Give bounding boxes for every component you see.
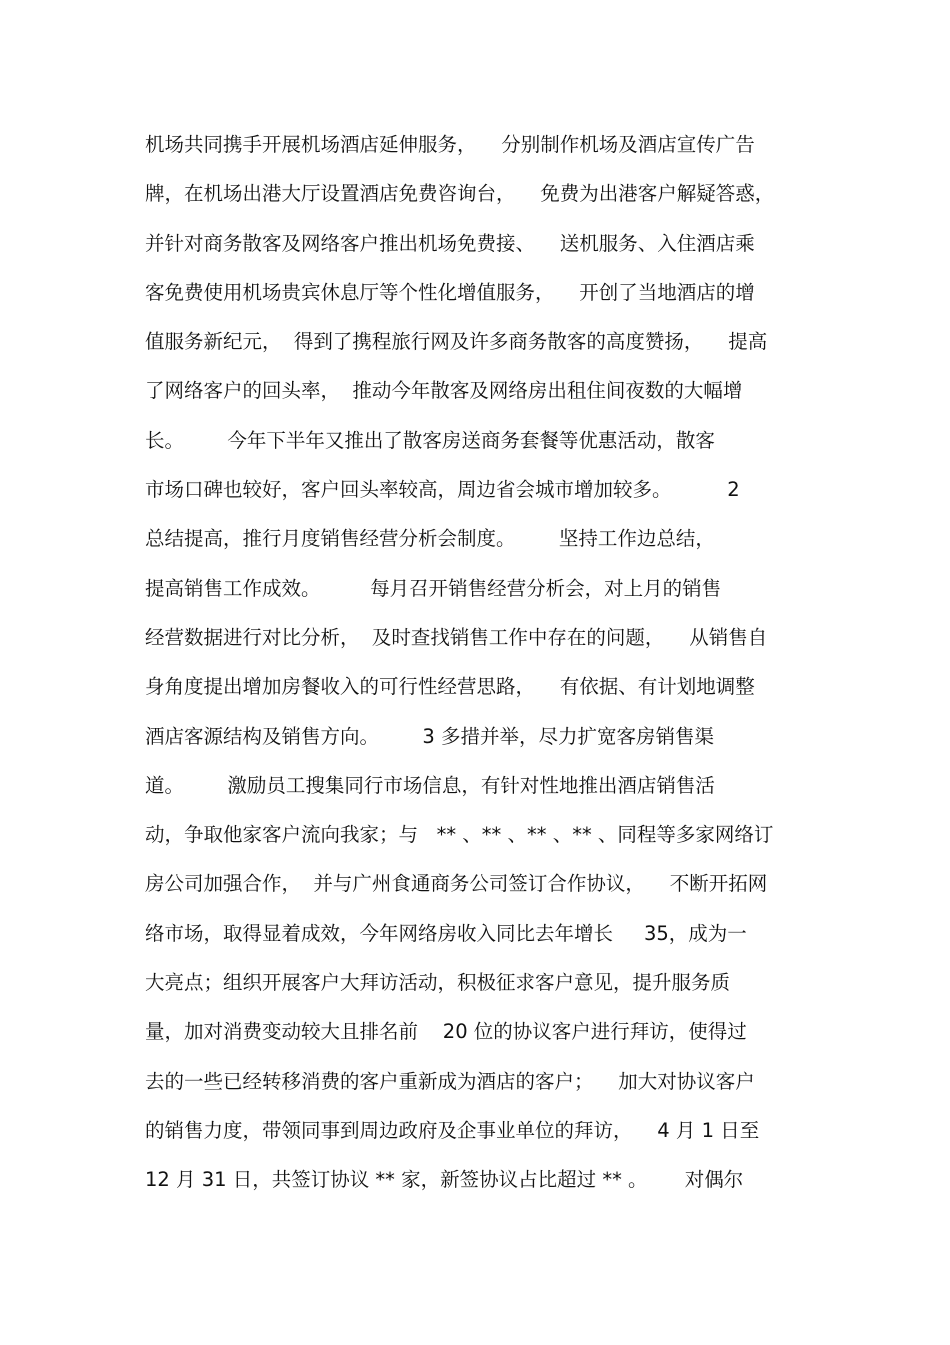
text-line-4: 客免费使用机场贵宾休息厅等个性化增值服务， 开创了当地酒店的增 — [145, 280, 755, 304]
text-line-17: 络市场，取得显着成效，今年网络房收入同比去年增长 35，成为一 — [145, 921, 747, 945]
text-line-16: 房公司加强合作， 并与广州食通商务公司签订合作协议， 不断开拓网 — [145, 872, 768, 896]
text-line-1: 机场共同携手开展机场酒店延伸服务， 分别制作机场及酒店宣传广告 — [145, 133, 755, 156]
text-line-5: 值服务新纪元， 得到了携程旅行网及许多商务散客的高度赞扬， 提高 — [145, 330, 768, 354]
text-line-21: 的销售力度，带领同事到周边政府及企事业单位的拜访， 4 月 1 日至 — [145, 1118, 760, 1142]
text-line-19: 量，加对消费变动较大且排名前 20 位的协议客户进行拜访，使得过 — [145, 1020, 747, 1044]
body-text — [145, 120, 815, 1205]
text-line-2: 牌，在机场出港大厅设置酒店免费咨询台， 免费为出港客户解疑答惑， — [145, 182, 775, 206]
text-line-3: 并针对商务散客及网络客户推出机场免费接、 送机服务、入住酒店乘 — [145, 231, 755, 255]
text-line-9: 总结提高，推行月度销售经营分析会制度。 坚持工作边总结， — [145, 527, 715, 551]
text-line-12: 身角度提出增加房餐收入的可行性经营思路， 有依据、有计划地调整 — [145, 675, 755, 699]
text-line-14: 道。 激励员工搜集同行市场信息，有针对性地推出酒店销售活 — [145, 773, 715, 797]
text-line-10: 提高销售工作成效。 每月召开销售经营分析会，对上月的销售 — [145, 576, 722, 600]
text-line-11: 经营数据进行对比分析， 及时查找销售工作中存在的问题， 从销售自 — [145, 625, 768, 649]
text-line-18: 大亮点；组织开展客户大拜访活动，积极征求客户意见，提升服务质 — [145, 971, 731, 995]
text-line-15: 动，争取他家客户流向我家；与 ** 、** 、** 、** 、同程等多家网络订 — [145, 823, 774, 847]
text-line-20: 去的一些已经转移消费的客户重新成为酒店的客户； 加大对协议客户 — [145, 1069, 755, 1093]
text-line-8: 市场口碑也较好，客户回头率较高，周边省会城市增加较多。 2 — [145, 478, 740, 502]
text-line-22: 12 月 31 日，共签订协议 ** 家，新签协议占比超过 ** 。 对偶尔 — [145, 1168, 744, 1192]
text-line-6: 了网络客户的回头率， 推动今年散客及网络房出租住间夜数的大幅增 — [145, 379, 743, 403]
text-line-7: 长。 今年下半年又推出了散客房送商务套餐等优惠活动，散客 — [145, 428, 715, 452]
text-line-13: 酒店客源结构及销售方向。 3 多措并举，尽力扩宽客房销售渠 — [145, 724, 714, 748]
